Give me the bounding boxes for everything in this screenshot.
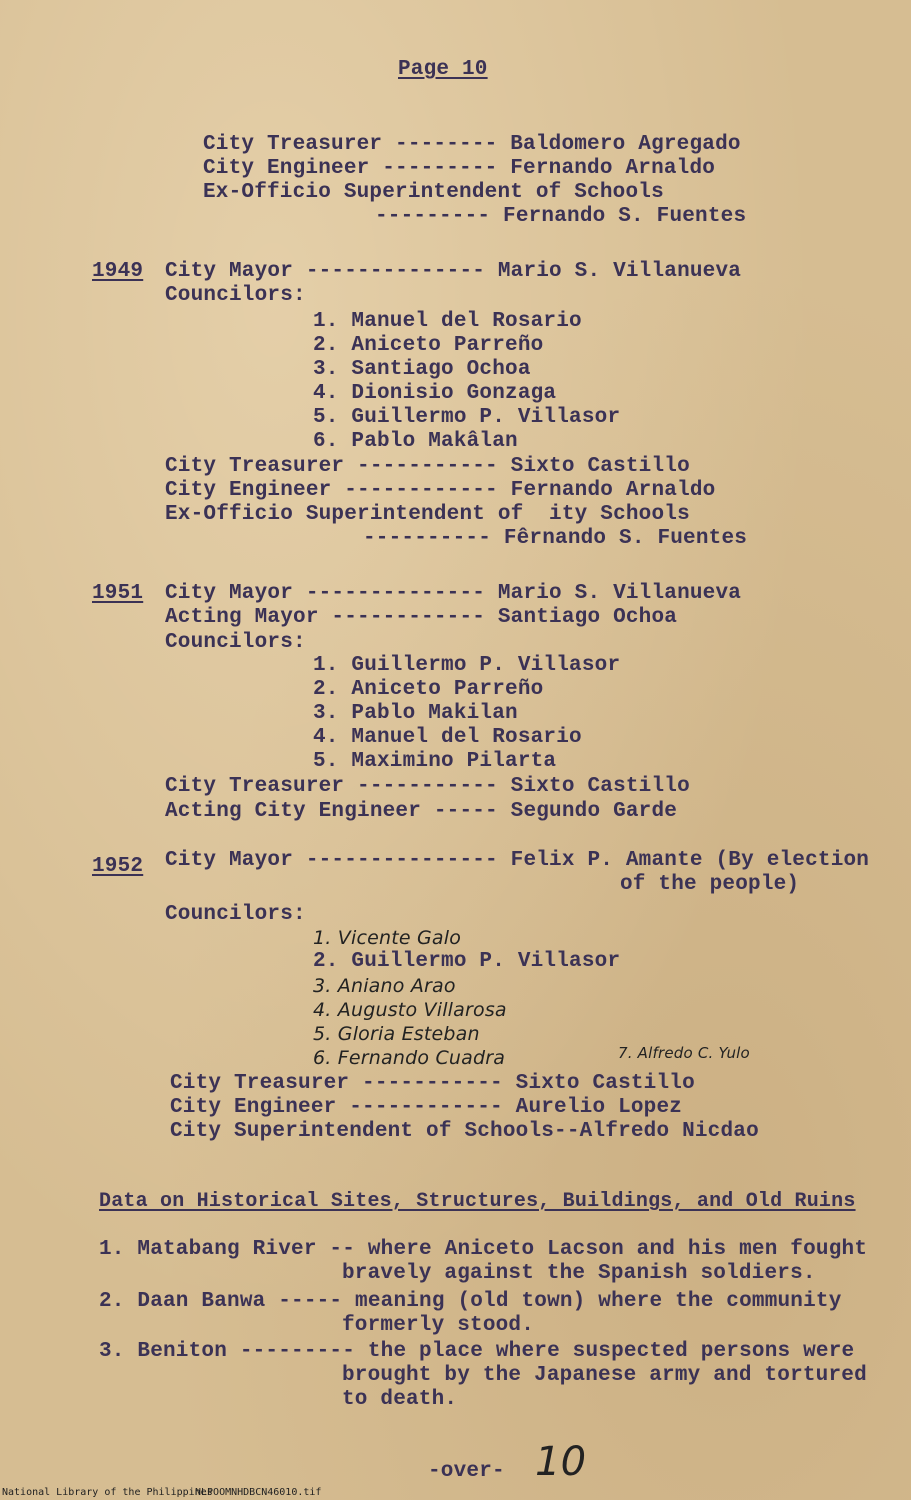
acting-mayor-1951: Acting Mayor ------------ Santiago Ochoa xyxy=(165,606,678,629)
mayor-1951: City Mayor -------------- Mario S. Villanueva xyxy=(165,582,742,605)
councilor-1952-handwritten: 5. Gloria Esteban xyxy=(313,1023,480,1045)
treasurer-1951: City Treasurer ----------- Sixto Castillo xyxy=(165,775,690,798)
councilor-1952-handwritten: 3. Aniano Arao xyxy=(313,975,456,997)
mayor-1952-note: of the people) xyxy=(620,873,800,896)
engineer-1951: Acting City Engineer ----- Segundo Garde xyxy=(165,800,678,823)
year-1949: 1949 xyxy=(92,260,144,283)
engineer-1949: City Engineer ------------ Fernando Arnaldo xyxy=(165,479,716,502)
councilors-label-1951: Councilors: xyxy=(165,631,306,654)
handwritten-page-number: 10 xyxy=(535,1439,587,1485)
engineer-1952: City Engineer ------------ Aurelio Lopez xyxy=(170,1096,683,1119)
councilor-1951: 3. Pablo Makilan xyxy=(313,702,518,725)
site-item: 1. Matabang River -- where Aniceto Lacson and his men fought xyxy=(99,1238,868,1261)
superintendent-1952: City Superintendent of Schools--Alfredo Nicdao xyxy=(170,1120,759,1143)
year-1952: 1952 xyxy=(92,855,144,878)
footer-library: National Library of the Philippines xyxy=(2,1487,213,1498)
councilor-1951: 5. Maximino Pilarta xyxy=(313,750,557,773)
councilor-1952-handwritten: 7. Alfredo C. Yulo xyxy=(618,1044,750,1062)
councilor-1952-handwritten: 4. Augusto Villarosa xyxy=(313,999,507,1021)
site-item: 2. Daan Banwa ----- meaning (old town) where the community xyxy=(99,1290,842,1313)
mayor-1952: City Mayor --------------- Felix P. Amante (By election xyxy=(165,849,870,872)
councilor-1949: 5. Guillermo P. Villasor xyxy=(313,406,621,429)
sites-heading: Data on Historical Sites, Structures, Buildings, and Old Ruins xyxy=(99,1190,856,1213)
councilors-label-1949: Councilors: xyxy=(165,284,306,307)
councilor-1949: 3. Santiago Ochoa xyxy=(313,358,531,381)
councilor-1952: 2. Guillermo P. Villasor xyxy=(313,950,621,973)
councilor-1951: 2. Aniceto Parreño xyxy=(313,678,544,701)
councilor-1949: 4. Dionisio Gonzaga xyxy=(313,382,557,405)
councilor-1952-handwritten: 6. Fernando Cuadra xyxy=(313,1047,506,1069)
intro-superintendent: Ex-Officio Superintendent of Schools xyxy=(203,181,664,204)
treasurer-1952: City Treasurer ----------- Sixto Castillo xyxy=(170,1072,695,1095)
site-item-cont: to death. xyxy=(342,1388,458,1411)
councilor-1949: 6. Pablo Makâlan xyxy=(313,430,518,453)
page-title: Page 10 xyxy=(398,58,488,81)
councilor-1952-handwritten: 1. Vicente Galo xyxy=(313,927,462,949)
intro-treasurer: City Treasurer -------- Baldomero Agregado xyxy=(203,133,741,156)
over-label: -over- xyxy=(428,1460,505,1483)
site-item: 3. Beniton --------- the place where suspected persons were xyxy=(99,1340,855,1363)
site-item-cont: bravely against the Spanish soldiers. xyxy=(342,1262,816,1285)
year-1951: 1951 xyxy=(92,582,144,605)
councilor-1951: 1. Guillermo P. Villasor xyxy=(313,654,621,677)
mayor-1949: City Mayor -------------- Mario S. Villanueva xyxy=(165,260,742,283)
councilors-label-1952: Councilors: xyxy=(165,903,306,926)
site-item-cont: brought by the Japanese army and tortured xyxy=(342,1364,867,1387)
superintendent-1949: Ex-Officio Superintendent of ity Schools xyxy=(165,503,690,526)
councilor-1949: 1. Manuel del Rosario xyxy=(313,310,582,333)
superintendent-name-1949: ---------- Fêrnando S. Fuentes xyxy=(363,527,748,550)
footer-filename: NLPOOMNHDBCN46010.tif xyxy=(195,1487,322,1498)
councilor-1949: 2. Aniceto Parreño xyxy=(313,334,544,357)
councilor-1951: 4. Manuel del Rosario xyxy=(313,726,582,749)
intro-superintendent-name: --------- Fernando S. Fuentes xyxy=(375,205,747,228)
treasurer-1949: City Treasurer ----------- Sixto Castillo xyxy=(165,455,690,478)
site-item-cont: formerly stood. xyxy=(342,1314,535,1337)
intro-engineer: City Engineer --------- Fernando Arnaldo xyxy=(203,157,716,180)
